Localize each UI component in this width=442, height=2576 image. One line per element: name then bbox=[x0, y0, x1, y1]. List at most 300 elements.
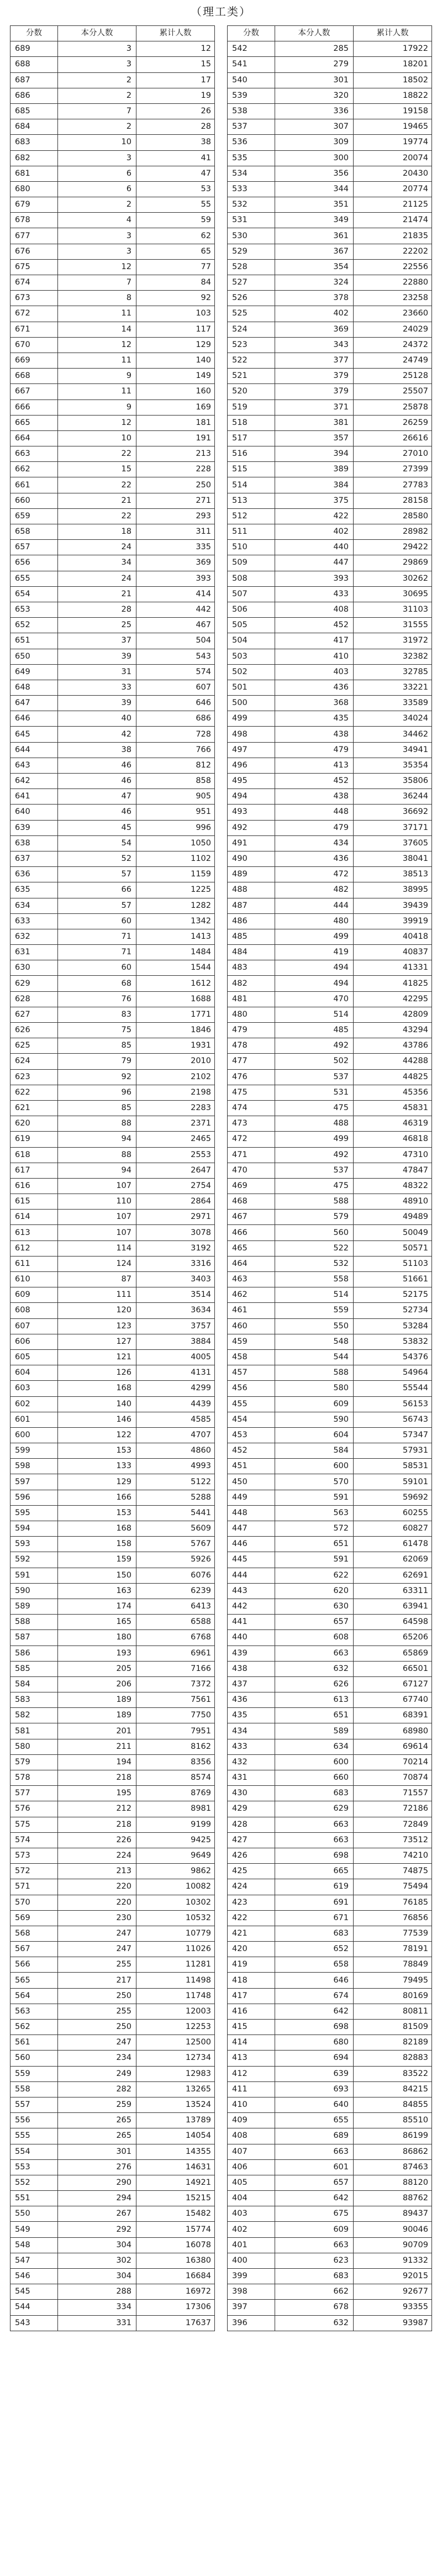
count-cell: 698 bbox=[275, 2020, 354, 2035]
score-cell: 678 bbox=[10, 213, 58, 228]
score-cell: 500 bbox=[228, 696, 275, 711]
cumulative-cell: 1612 bbox=[136, 976, 215, 991]
score-cell: 651 bbox=[10, 633, 58, 649]
score-cell: 562 bbox=[10, 2020, 58, 2035]
table-row bbox=[228, 415, 432, 430]
cumulative-cell: 1413 bbox=[136, 929, 215, 944]
count-cell: 470 bbox=[275, 991, 354, 1007]
cumulative-cell: 504 bbox=[136, 633, 215, 649]
count-cell: 634 bbox=[275, 1739, 354, 1754]
score-cell: 501 bbox=[228, 680, 275, 695]
table-row bbox=[228, 1879, 432, 1895]
table-row bbox=[10, 1973, 215, 1988]
count-cell: 11 bbox=[58, 384, 136, 399]
table-row bbox=[228, 1770, 432, 1786]
score-cell: 677 bbox=[10, 228, 58, 244]
cumulative-cell: 17 bbox=[136, 72, 215, 88]
cumulative-cell: 18822 bbox=[354, 88, 432, 103]
count-cell: 3 bbox=[58, 150, 136, 166]
cumulative-cell: 29422 bbox=[354, 540, 432, 555]
score-cell: 590 bbox=[10, 1583, 58, 1599]
count-cell: 85 bbox=[58, 1038, 136, 1054]
table-row bbox=[228, 2113, 432, 2128]
score-cell: 444 bbox=[228, 1568, 275, 1583]
count-cell: 378 bbox=[275, 291, 354, 306]
score-cell: 396 bbox=[228, 2315, 275, 2331]
cumulative-cell: 8356 bbox=[136, 1754, 215, 1770]
cumulative-cell: 80811 bbox=[354, 2004, 432, 2019]
score-cell: 433 bbox=[228, 1739, 275, 1754]
cumulative-cell: 8574 bbox=[136, 1770, 215, 1786]
table-row bbox=[10, 181, 215, 197]
count-cell: 220 bbox=[58, 1879, 136, 1895]
count-cell: 31 bbox=[58, 664, 136, 680]
count-cell: 600 bbox=[275, 1754, 354, 1770]
cumulative-cell: 38041 bbox=[354, 851, 432, 866]
table-row bbox=[10, 586, 215, 602]
table-row bbox=[10, 1240, 215, 1256]
cumulative-cell: 41825 bbox=[354, 976, 432, 991]
table-row bbox=[228, 742, 432, 758]
table-row bbox=[228, 462, 432, 477]
score-cell: 579 bbox=[10, 1754, 58, 1770]
table-row bbox=[228, 727, 432, 742]
score-cell: 398 bbox=[228, 2284, 275, 2300]
cumulative-cell: 73512 bbox=[354, 1832, 432, 1848]
score-cell: 571 bbox=[10, 1879, 58, 1895]
count-cell: 265 bbox=[58, 2128, 136, 2144]
count-cell: 698 bbox=[275, 1848, 354, 1863]
score-cell: 578 bbox=[10, 1770, 58, 1786]
table-row bbox=[228, 181, 432, 197]
table-row bbox=[228, 774, 432, 789]
count-cell: 285 bbox=[275, 41, 354, 57]
count-cell: 558 bbox=[275, 1272, 354, 1287]
count-cell: 294 bbox=[58, 2191, 136, 2206]
score-cell: 541 bbox=[228, 57, 275, 72]
table-row bbox=[228, 1443, 432, 1459]
cumulative-cell: 271 bbox=[136, 493, 215, 508]
score-cell: 654 bbox=[10, 586, 58, 602]
count-cell: 626 bbox=[275, 1676, 354, 1692]
cumulative-cell: 86862 bbox=[354, 2144, 432, 2159]
table-row bbox=[228, 1676, 432, 1692]
cumulative-cell: 14054 bbox=[136, 2128, 215, 2144]
score-cell: 603 bbox=[10, 1381, 58, 1396]
table-row bbox=[10, 571, 215, 586]
count-cell: 168 bbox=[58, 1381, 136, 1396]
score-cell: 465 bbox=[228, 1240, 275, 1256]
cumulative-cell: 48322 bbox=[354, 1178, 432, 1194]
cumulative-cell: 37171 bbox=[354, 820, 432, 835]
cumulative-cell: 12 bbox=[136, 41, 215, 57]
table-row bbox=[228, 711, 432, 727]
count-cell: 379 bbox=[275, 384, 354, 399]
table-row bbox=[10, 1646, 215, 1661]
table-row bbox=[10, 306, 215, 322]
cumulative-cell: 76185 bbox=[354, 1895, 432, 1910]
score-cell: 476 bbox=[228, 1069, 275, 1085]
cumulative-cell: 44825 bbox=[354, 1069, 432, 1085]
table-row bbox=[10, 2237, 215, 2253]
table-row bbox=[228, 664, 432, 680]
cumulative-cell: 34462 bbox=[354, 727, 432, 742]
cumulative-cell: 2647 bbox=[136, 1163, 215, 1178]
table-row bbox=[228, 1505, 432, 1521]
cumulative-cell: 62 bbox=[136, 228, 215, 244]
table-row bbox=[228, 2300, 432, 2315]
cumulative-cell: 45831 bbox=[354, 1100, 432, 1116]
table-row bbox=[10, 41, 215, 57]
score-cell: 453 bbox=[228, 1427, 275, 1443]
score-cell: 636 bbox=[10, 867, 58, 882]
count-cell: 60 bbox=[58, 960, 136, 976]
cumulative-cell: 69614 bbox=[354, 1739, 432, 1754]
count-cell: 265 bbox=[58, 2113, 136, 2128]
table-row bbox=[228, 306, 432, 322]
cumulative-cell: 3514 bbox=[136, 1287, 215, 1303]
table-row bbox=[228, 1303, 432, 1318]
table-row bbox=[228, 976, 432, 991]
cumulative-cell: 4707 bbox=[136, 1427, 215, 1443]
cumulative-cell: 5122 bbox=[136, 1474, 215, 1490]
cumulative-cell: 5609 bbox=[136, 1521, 215, 1537]
score-cell: 688 bbox=[10, 57, 58, 72]
cumulative-cell: 414 bbox=[136, 586, 215, 602]
count-cell: 642 bbox=[275, 2191, 354, 2206]
count-cell: 25 bbox=[58, 618, 136, 633]
count-cell: 22 bbox=[58, 477, 136, 493]
count-cell: 613 bbox=[275, 1692, 354, 1708]
count-cell: 120 bbox=[58, 1303, 136, 1318]
cumulative-cell: 4299 bbox=[136, 1381, 215, 1396]
cumulative-cell: 293 bbox=[136, 508, 215, 524]
score-cell: 489 bbox=[228, 867, 275, 882]
count-cell: 601 bbox=[275, 2159, 354, 2175]
score-cell: 413 bbox=[228, 2051, 275, 2066]
score-cell: 512 bbox=[228, 508, 275, 524]
count-cell: 290 bbox=[58, 2175, 136, 2190]
cumulative-cell: 33221 bbox=[354, 680, 432, 695]
score-cell: 516 bbox=[228, 446, 275, 462]
score-cell: 471 bbox=[228, 1147, 275, 1163]
count-cell: 9 bbox=[58, 399, 136, 415]
table-row bbox=[228, 1910, 432, 1926]
table-row bbox=[10, 1801, 215, 1817]
score-cell: 454 bbox=[228, 1412, 275, 1427]
table-row bbox=[228, 1692, 432, 1708]
table-row bbox=[10, 2159, 215, 2175]
table-row bbox=[10, 446, 215, 462]
score-cell: 423 bbox=[228, 1895, 275, 1910]
table-row bbox=[10, 2035, 215, 2051]
table-row bbox=[228, 586, 432, 602]
cumulative-cell: 1282 bbox=[136, 898, 215, 913]
count-cell: 680 bbox=[275, 2035, 354, 2051]
score-cell: 426 bbox=[228, 1848, 275, 1863]
count-cell: 3 bbox=[58, 228, 136, 244]
count-cell: 124 bbox=[58, 1256, 136, 1271]
count-cell: 247 bbox=[58, 2035, 136, 2051]
score-cell: 648 bbox=[10, 680, 58, 695]
score-cell: 442 bbox=[228, 1599, 275, 1614]
count-cell: 87 bbox=[58, 1272, 136, 1287]
cumulative-cell: 3757 bbox=[136, 1318, 215, 1334]
table-row bbox=[228, 1085, 432, 1100]
table-row bbox=[228, 851, 432, 866]
score-cell: 447 bbox=[228, 1521, 275, 1537]
cumulative-cell: 93355 bbox=[354, 2300, 432, 2315]
table-row bbox=[228, 1957, 432, 1973]
score-cell: 617 bbox=[10, 1163, 58, 1178]
score-cell: 586 bbox=[10, 1646, 58, 1661]
cumulative-cell: 50049 bbox=[354, 1225, 432, 1240]
score-cell: 544 bbox=[10, 2300, 58, 2315]
score-cell: 595 bbox=[10, 1505, 58, 1521]
count-cell: 18 bbox=[58, 524, 136, 540]
count-cell: 129 bbox=[58, 1474, 136, 1490]
count-cell: 14 bbox=[58, 322, 136, 337]
table-row bbox=[10, 618, 215, 633]
header-count: 本分人数 bbox=[275, 26, 354, 41]
score-cell: 463 bbox=[228, 1272, 275, 1287]
count-cell: 683 bbox=[275, 1786, 354, 1801]
count-cell: 11 bbox=[58, 306, 136, 322]
count-cell: 47 bbox=[58, 789, 136, 805]
score-cell: 630 bbox=[10, 960, 58, 976]
table-row bbox=[10, 1007, 215, 1022]
table-row bbox=[228, 1895, 432, 1910]
cumulative-cell: 28158 bbox=[354, 493, 432, 508]
cumulative-cell: 19465 bbox=[354, 119, 432, 135]
cumulative-cell: 85510 bbox=[354, 2113, 432, 2128]
cumulative-cell: 7166 bbox=[136, 1661, 215, 1676]
score-cell: 522 bbox=[228, 353, 275, 368]
score-cell: 411 bbox=[228, 2081, 275, 2097]
count-cell: 620 bbox=[275, 1583, 354, 1599]
count-cell: 153 bbox=[58, 1505, 136, 1521]
count-cell: 665 bbox=[275, 1864, 354, 1879]
table-row bbox=[228, 2020, 432, 2035]
table-row bbox=[10, 1412, 215, 1427]
table-row bbox=[10, 945, 215, 960]
cumulative-cell: 68391 bbox=[354, 1708, 432, 1723]
score-cell: 461 bbox=[228, 1303, 275, 1318]
cumulative-cell: 13265 bbox=[136, 2081, 215, 2097]
cumulative-cell: 646 bbox=[136, 696, 215, 711]
count-cell: 410 bbox=[275, 649, 354, 664]
count-cell: 479 bbox=[275, 820, 354, 835]
count-cell: 344 bbox=[275, 181, 354, 197]
table-row bbox=[10, 1069, 215, 1085]
table-row bbox=[10, 976, 215, 991]
score-cell: 438 bbox=[228, 1661, 275, 1676]
count-cell: 224 bbox=[58, 1848, 136, 1863]
score-cell: 503 bbox=[228, 649, 275, 664]
count-cell: 42 bbox=[58, 727, 136, 742]
cumulative-cell: 67127 bbox=[354, 1676, 432, 1692]
table-row bbox=[10, 2191, 215, 2206]
score-cell: 582 bbox=[10, 1708, 58, 1723]
count-cell: 10 bbox=[58, 135, 136, 150]
cumulative-cell: 140 bbox=[136, 353, 215, 368]
cumulative-cell: 64598 bbox=[354, 1615, 432, 1630]
score-cell: 456 bbox=[228, 1381, 275, 1396]
cumulative-cell: 4131 bbox=[136, 1365, 215, 1381]
table-row bbox=[10, 2004, 215, 2019]
table-row bbox=[10, 882, 215, 898]
count-cell: 691 bbox=[275, 1895, 354, 1910]
cumulative-cell: 4585 bbox=[136, 1412, 215, 1427]
count-cell: 189 bbox=[58, 1708, 136, 1723]
score-cell: 524 bbox=[228, 322, 275, 337]
count-cell: 194 bbox=[58, 1754, 136, 1770]
score-cell: 523 bbox=[228, 337, 275, 353]
count-cell: 52 bbox=[58, 851, 136, 866]
score-cell: 565 bbox=[10, 1973, 58, 1988]
cumulative-cell: 38 bbox=[136, 135, 215, 150]
count-cell: 279 bbox=[275, 57, 354, 72]
score-cell: 424 bbox=[228, 1879, 275, 1895]
score-cell: 517 bbox=[228, 430, 275, 446]
score-cell: 487 bbox=[228, 898, 275, 913]
table-row bbox=[228, 150, 432, 166]
score-cell: 531 bbox=[228, 213, 275, 228]
cumulative-cell: 13789 bbox=[136, 2113, 215, 2128]
score-cell: 591 bbox=[10, 1568, 58, 1583]
count-cell: 384 bbox=[275, 477, 354, 493]
score-cell: 400 bbox=[228, 2253, 275, 2268]
cumulative-cell: 38995 bbox=[354, 882, 432, 898]
table-row bbox=[10, 275, 215, 291]
cumulative-cell: 37605 bbox=[354, 835, 432, 851]
table-row bbox=[10, 353, 215, 368]
cumulative-cell: 84215 bbox=[354, 2081, 432, 2097]
count-cell: 211 bbox=[58, 1739, 136, 1754]
cumulative-cell: 32785 bbox=[354, 664, 432, 680]
cumulative-cell: 32382 bbox=[354, 649, 432, 664]
count-cell: 559 bbox=[275, 1303, 354, 1318]
table-body-right bbox=[228, 41, 432, 2331]
table-row bbox=[10, 103, 215, 119]
table-row bbox=[228, 275, 432, 291]
cumulative-cell: 93987 bbox=[354, 2315, 432, 2331]
cumulative-cell: 48910 bbox=[354, 1194, 432, 1210]
score-cell: 650 bbox=[10, 649, 58, 664]
count-cell: 304 bbox=[58, 2269, 136, 2284]
score-cell: 683 bbox=[10, 135, 58, 150]
table-row bbox=[10, 2081, 215, 2097]
count-cell: 657 bbox=[275, 1615, 354, 1630]
table-row bbox=[10, 135, 215, 150]
cumulative-cell: 1102 bbox=[136, 851, 215, 866]
table-row bbox=[228, 1427, 432, 1443]
score-cell: 568 bbox=[10, 1926, 58, 1941]
table-row bbox=[10, 524, 215, 540]
cumulative-cell: 28 bbox=[136, 119, 215, 135]
count-cell: 379 bbox=[275, 369, 354, 384]
table-row bbox=[228, 602, 432, 617]
table-row bbox=[228, 882, 432, 898]
count-cell: 110 bbox=[58, 1194, 136, 1210]
score-cell: 561 bbox=[10, 2035, 58, 2051]
count-cell: 46 bbox=[58, 805, 136, 820]
cumulative-cell: 47 bbox=[136, 166, 215, 181]
table-row bbox=[10, 228, 215, 244]
count-cell: 368 bbox=[275, 696, 354, 711]
table-row bbox=[228, 649, 432, 664]
table-row bbox=[10, 1272, 215, 1287]
count-cell: 174 bbox=[58, 1599, 136, 1614]
table-row bbox=[10, 88, 215, 103]
table-row bbox=[10, 898, 215, 913]
cumulative-cell: 47310 bbox=[354, 1147, 432, 1163]
cumulative-cell: 35806 bbox=[354, 774, 432, 789]
score-cell: 606 bbox=[10, 1334, 58, 1349]
table-row bbox=[228, 2066, 432, 2081]
cumulative-cell: 4439 bbox=[136, 1396, 215, 1412]
table-row bbox=[10, 742, 215, 758]
cumulative-cell: 34024 bbox=[354, 711, 432, 727]
score-cell: 439 bbox=[228, 1646, 275, 1661]
cumulative-cell: 11748 bbox=[136, 1988, 215, 2004]
cumulative-cell: 7951 bbox=[136, 1723, 215, 1739]
count-cell: 46 bbox=[58, 758, 136, 773]
count-cell: 107 bbox=[58, 1225, 136, 1240]
count-cell: 163 bbox=[58, 1583, 136, 1599]
cumulative-cell: 686 bbox=[136, 711, 215, 727]
cumulative-cell: 1771 bbox=[136, 1007, 215, 1022]
table-row bbox=[228, 2284, 432, 2300]
score-cell: 558 bbox=[10, 2081, 58, 2097]
table-row bbox=[228, 1132, 432, 1147]
count-cell: 140 bbox=[58, 1396, 136, 1412]
score-cell: 546 bbox=[10, 2269, 58, 2284]
score-cell: 681 bbox=[10, 166, 58, 181]
score-cell: 619 bbox=[10, 1132, 58, 1147]
score-cell: 656 bbox=[10, 555, 58, 571]
table-row bbox=[10, 1848, 215, 1863]
table-row bbox=[10, 805, 215, 820]
score-cell: 532 bbox=[228, 197, 275, 213]
count-cell: 408 bbox=[275, 602, 354, 617]
count-cell: 22 bbox=[58, 446, 136, 462]
table-row bbox=[10, 1349, 215, 1365]
count-cell: 434 bbox=[275, 835, 354, 851]
count-cell: 402 bbox=[275, 524, 354, 540]
cumulative-cell: 6588 bbox=[136, 1615, 215, 1630]
score-cell: 508 bbox=[228, 571, 275, 586]
count-cell: 435 bbox=[275, 711, 354, 727]
cumulative-cell: 812 bbox=[136, 758, 215, 773]
score-cell: 459 bbox=[228, 1334, 275, 1349]
table-row bbox=[228, 508, 432, 524]
table-row bbox=[10, 1178, 215, 1194]
count-cell: 475 bbox=[275, 1100, 354, 1116]
table-row bbox=[10, 1303, 215, 1318]
table-row bbox=[10, 1427, 215, 1443]
cumulative-cell: 12253 bbox=[136, 2020, 215, 2035]
score-cell: 616 bbox=[10, 1178, 58, 1194]
table-row bbox=[228, 197, 432, 213]
table-row bbox=[10, 2253, 215, 2268]
score-cell: 592 bbox=[10, 1552, 58, 1568]
cumulative-cell: 31555 bbox=[354, 618, 432, 633]
cumulative-cell: 72186 bbox=[354, 1801, 432, 1817]
count-cell: 436 bbox=[275, 680, 354, 695]
score-cell: 490 bbox=[228, 851, 275, 866]
count-cell: 356 bbox=[275, 166, 354, 181]
